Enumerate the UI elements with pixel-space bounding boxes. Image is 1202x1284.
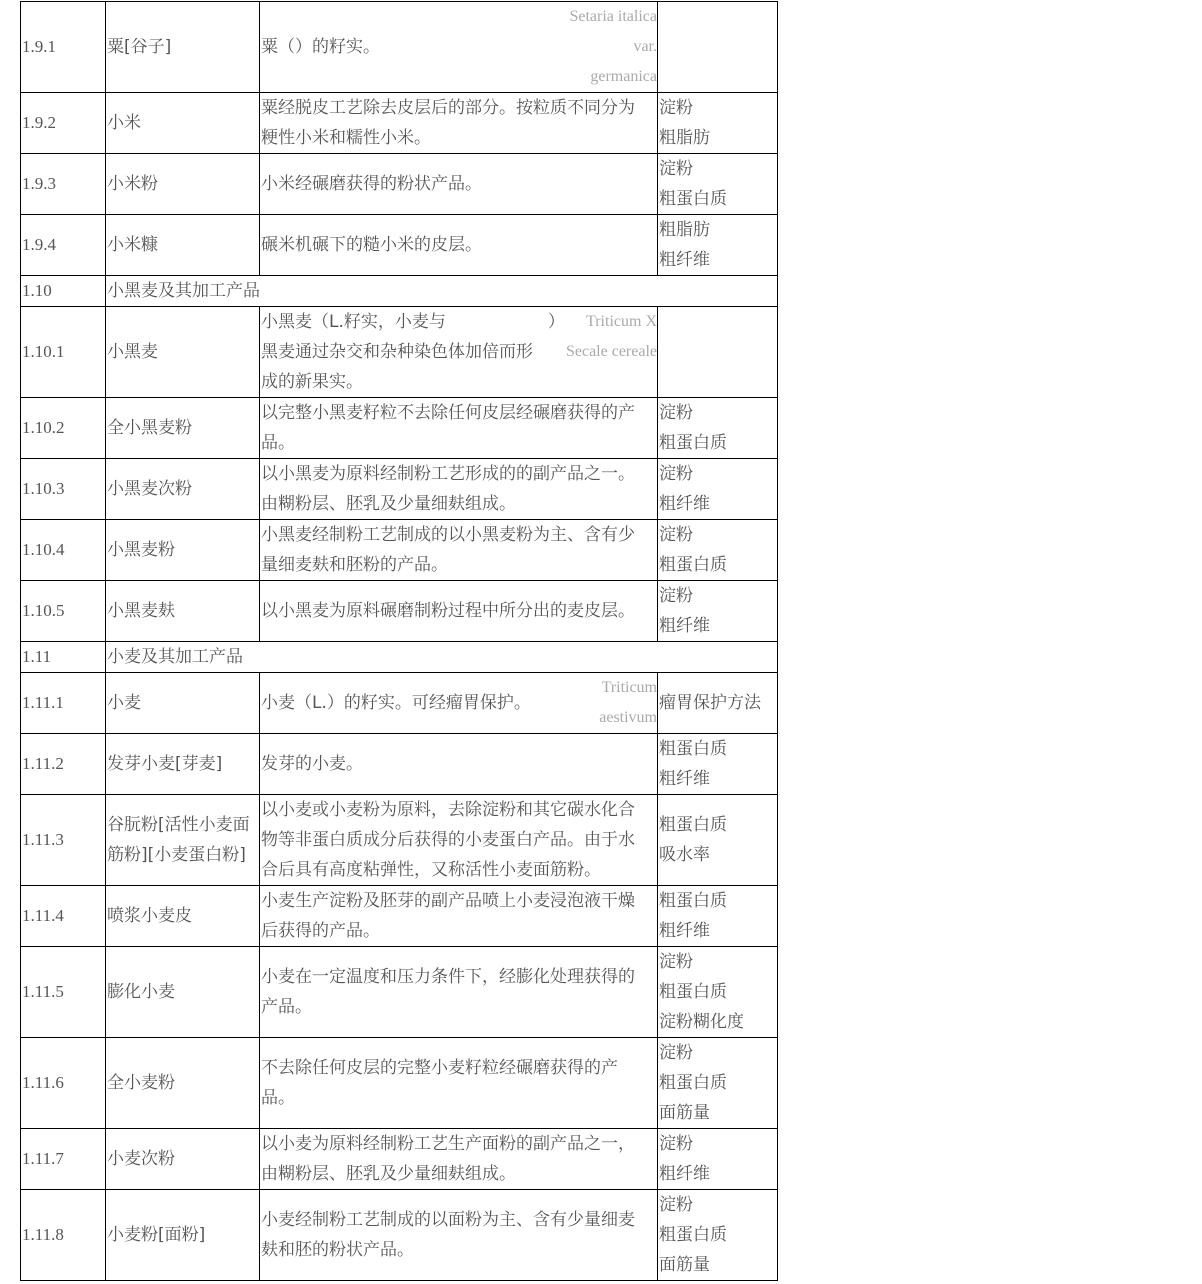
indicator-item: 粗蛋白质 [659,189,727,209]
item-number: 1.11.5 [21,947,106,1038]
required-indicators [658,93,778,154]
feed-ingredient-table [20,1,778,1281]
description-line: 后获得的产品。 [261,921,380,941]
item-name: 膨化小麦 [106,947,260,1038]
required-indicators [658,1129,778,1190]
indicator-item: 粗纤维 [659,1164,710,1184]
item-description [260,459,658,520]
indicator-item: 淀粉 [659,98,693,118]
required-indicators [658,520,778,581]
description-line: 不去除任何皮层的完整小麦籽粒经碾磨获得的产 [261,1058,618,1078]
item-number: 1.11 [21,642,106,673]
indicator-item: 淀粉 [659,586,693,606]
item-description [260,215,658,276]
indicator-item: 粗蛋白质 [659,1073,727,1093]
item-name: 小米糠 [106,215,260,276]
required-indicators [658,886,778,947]
item-description [260,581,658,642]
latin-name: Triticum X Secale cereale [565,313,657,360]
description-line: 小米经碾磨获得的粉状产品。 [261,174,482,194]
description-line: 量细麦麸和胚粉的产品。 [261,555,448,575]
description-line: 碾米机碾下的糙小米的皮层。 [261,235,482,255]
description-line: 黑麦通过杂交和杂种染色体加倍而形 [261,342,533,362]
table-row [21,1038,778,1129]
indicator-item: 淀粉 [659,1043,693,1063]
item-name-line: 筋粉][小麦蛋白粉] [107,845,246,865]
description-line: 小麦（L.）的籽实。可经瘤胃保护。 [261,693,531,713]
item-name: 小米 [106,93,260,154]
section-title: 小黑麦及其加工产品 [106,276,778,307]
description-line: 以小黑麦为原料经制粉工艺形成的的副产品之一。 [261,464,635,484]
table-body [21,2,778,1281]
indicator-item: 吸水率 [659,845,710,865]
item-number: 1.10 [21,276,106,307]
item-name: 小麦次粉 [106,1129,260,1190]
required-indicators [658,673,778,734]
required-indicators [658,2,778,93]
description-line: 粟（）的籽实。 [261,37,380,57]
item-number: 1.9.1 [21,2,106,93]
description-line: 以完整小黑麦籽粒不去除任何皮层经碾磨获得的产 [261,403,635,423]
item-description [260,307,658,398]
description-line: 粟经脱皮工艺除去皮层后的部分。按粒质不同分为 [261,98,635,118]
item-description [260,154,658,215]
item-number: 1.11.2 [21,734,106,795]
required-indicators [658,307,778,398]
item-number: 1.10.2 [21,398,106,459]
table-row [21,673,778,734]
indicator-item: 淀粉 [659,403,693,423]
item-number: 1.9.2 [21,93,106,154]
required-indicators [658,459,778,520]
item-description [260,1190,658,1281]
description-line: 小麦生产淀粉及胚芽的副产品喷上小麦浸泡液干燥 [261,891,635,911]
indicator-item: 淀粉 [659,1195,693,1215]
table-row [21,1190,778,1281]
item-number: 1.10.5 [21,581,106,642]
item-number: 1.9.4 [21,215,106,276]
item-name: 小黑麦次粉 [106,459,260,520]
description-line: 小黑麦经制粉工艺制成的以小黑麦粉为主、含有少 [261,525,635,545]
indicator-item: 粗蛋白质 [659,891,727,911]
table-row [21,215,778,276]
item-description [260,673,658,734]
indicator-item: 粗脂肪 [659,128,710,148]
indicator-item: 粗蛋白质 [659,1225,727,1245]
description-line: 品。 [261,433,295,453]
description-line: 小麦经制粉工艺制成的以面粉为主、含有少量细麦 [261,1210,635,1230]
table-row [21,93,778,154]
description-line: 产品。 [261,997,312,1017]
table-row [21,734,778,795]
table-row [21,459,778,520]
indicator-item: 粗蛋白质 [659,982,727,1002]
table-row [21,2,778,93]
table-row [21,398,778,459]
indicator-item: 粗纤维 [659,494,710,514]
item-description [260,93,658,154]
section-row [21,276,778,307]
item-name: 小麦粉[面粉] [106,1190,260,1281]
table-row [21,947,778,1038]
indicator-item: 淀粉 [659,159,693,179]
item-description [260,1038,658,1129]
item-number: 1.11.6 [21,1038,106,1129]
item-number: 1.10.3 [21,459,106,520]
description-line: 以小黑麦为原料碾磨制粉过程中所分出的麦皮层。 [261,601,635,621]
indicator-item: 粗纤维 [659,769,710,789]
required-indicators [658,1038,778,1129]
required-indicators [658,215,778,276]
table-row [21,520,778,581]
indicator-item: 淀粉糊化度 [659,1012,744,1032]
item-name: 全小黑麦粉 [106,398,260,459]
indicator-item: 粗蛋白质 [659,815,727,835]
table-row [21,307,778,398]
item-name: 小黑麦粉 [106,520,260,581]
description-line: 成的新果实。 [261,372,363,392]
table-row [21,886,778,947]
item-name: 全小麦粉 [106,1038,260,1129]
description-line: 由糊粉层、胚乳及少量细麸组成。 [261,1164,516,1184]
latin-name: Triticum aestivum [599,679,657,726]
description-line: 以小麦或小麦粉为原料，去除淀粉和其它碳水化合 [261,800,635,820]
section-title: 小麦及其加工产品 [106,642,778,673]
indicator-item: 粗蛋白质 [659,433,727,453]
required-indicators [658,581,778,642]
required-indicators [658,947,778,1038]
item-description [260,398,658,459]
item-number: 1.9.3 [21,154,106,215]
description-line: 粳性小米和糯性小米。 [261,128,431,148]
item-name: 小黑麦麸 [106,581,260,642]
description-line: 物等非蛋白质成分后获得的小麦蛋白产品。由于水 [261,830,635,850]
item-name: 发芽小麦[芽麦] [106,734,260,795]
description-line: 小黑麦（L.籽实，小麦与 ） [261,312,565,332]
description-line: 发芽的小麦。 [261,754,363,774]
table-row [21,154,778,215]
item-number: 1.11.8 [21,1190,106,1281]
indicator-item: 粗纤维 [659,921,710,941]
description-line: 由糊粉层、胚乳及少量细麸组成。 [261,494,516,514]
item-description [260,1129,658,1190]
indicator-item: 面筋量 [659,1103,710,1123]
indicator-item: 粗蛋白质 [659,739,727,759]
item-name [106,795,260,886]
item-description [260,520,658,581]
required-indicators [658,734,778,795]
indicator-item: 淀粉 [659,464,693,484]
item-number: 1.10.4 [21,520,106,581]
indicator-item: 瘤胃保护方法 [659,693,761,713]
indicator-item: 淀粉 [659,952,693,972]
indicator-item: 粗蛋白质 [659,555,727,575]
item-name: 小麦 [106,673,260,734]
item-name-line: 谷朊粉[活性小麦面 [107,815,250,835]
table-row [21,795,778,886]
table-row [21,581,778,642]
item-number: 1.11.1 [21,673,106,734]
item-name: 小米粉 [106,154,260,215]
item-number: 1.11.4 [21,886,106,947]
description-line: 以小麦为原料经制粉工艺生产面粉的副产品之一， [261,1134,635,1154]
indicator-item: 淀粉 [659,525,693,545]
description-line: 合后具有高度粘弹性，又称活性小麦面筋粉。 [261,860,601,880]
item-name: 小黑麦 [106,307,260,398]
item-number: 1.11.3 [21,795,106,886]
description-line: 小麦在一定温度和压力条件下，经膨化处理获得的 [261,967,635,987]
item-description [260,2,658,93]
indicator-item: 面筋量 [659,1255,710,1275]
description-line: 品。 [261,1088,295,1108]
item-number: 1.10.1 [21,307,106,398]
item-description [260,795,658,886]
indicator-item: 粗纤维 [659,250,710,270]
item-name: 粟[谷子] [106,2,260,93]
indicator-item: 粗纤维 [659,616,710,636]
item-description [260,886,658,947]
indicator-item: 粗脂肪 [659,220,710,240]
required-indicators [658,1190,778,1281]
indicator-item: 淀粉 [659,1134,693,1154]
required-indicators [658,154,778,215]
item-description [260,947,658,1038]
latin-name: Setaria italica var. germanica [569,8,657,85]
required-indicators [658,795,778,886]
section-row [21,642,778,673]
required-indicators [658,398,778,459]
item-description [260,734,658,795]
description-line: 麸和胚的粉状产品。 [261,1240,414,1260]
item-name: 喷浆小麦皮 [106,886,260,947]
table-row [21,1129,778,1190]
item-number: 1.11.7 [21,1129,106,1190]
